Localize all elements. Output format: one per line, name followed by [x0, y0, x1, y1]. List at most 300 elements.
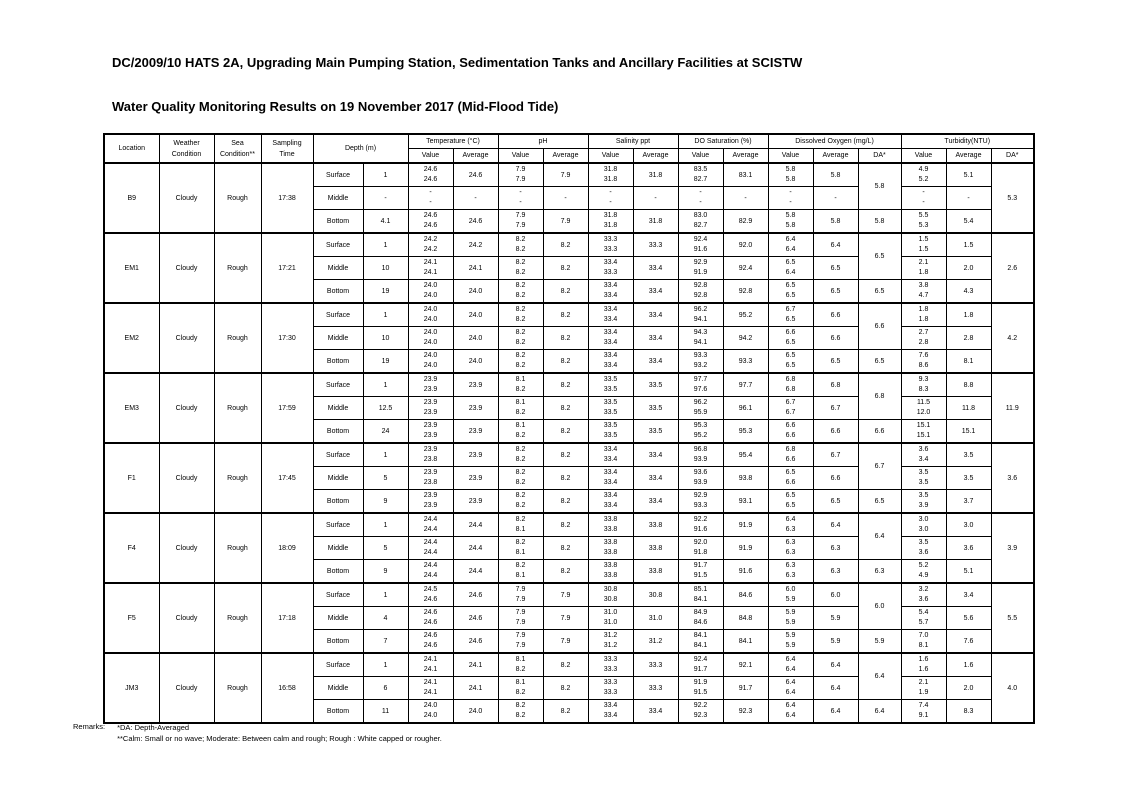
cell-depth-label: Middle: [313, 677, 363, 700]
cell-sea: Rough: [214, 303, 261, 373]
table-row: [104, 653, 1034, 677]
cell-depth-label: Surface: [313, 653, 363, 677]
cell-salinity-value: 31.0 31.0: [588, 607, 633, 630]
cell-temperature-average: 24.0: [453, 350, 498, 374]
cell-temperature-value: 23.9 23.8: [408, 443, 453, 467]
header-group-0: Temperature (°C): [408, 134, 498, 149]
cell-dissolved-oxygen-average: 6.5: [813, 490, 858, 514]
header-group-4: Dissolved Oxygen (mg/L): [768, 134, 901, 149]
cell-dissolved-oxygen-average: 5.9: [813, 630, 858, 654]
cell-temperature-value: 23.9 23.9: [408, 373, 453, 397]
table-row: [104, 233, 1034, 257]
cell-dissolved-oxygen-average: 6.4: [813, 233, 858, 257]
cell-do-saturation-value: 92.2 92.3: [678, 700, 723, 724]
cell-sea: Rough: [214, 163, 261, 233]
cell-temperature-average: 24.4: [453, 560, 498, 584]
cell-ph-average: 8.2: [543, 233, 588, 257]
cell-do-saturation-average: 92.3: [723, 700, 768, 724]
cell-location: B9: [104, 163, 159, 233]
cell-depth-value: 1: [363, 303, 408, 327]
cell-depth-label: Surface: [313, 163, 363, 187]
cell-sea: Rough: [214, 373, 261, 443]
cell-do-saturation-value: 91.9 91.5: [678, 677, 723, 700]
cell-dissolved-oxygen-average: 6.4: [813, 513, 858, 537]
cell-do-saturation-value: 84.1 84.1: [678, 630, 723, 654]
cell-salinity-value: 33.4 33.4: [588, 327, 633, 350]
remarks: [73, 722, 442, 744]
cell-depth-value: 1: [363, 583, 408, 607]
cell-temperature-value: 24.6 24.6: [408, 210, 453, 234]
cell-temperature-value: 24.1 24.1: [408, 677, 453, 700]
cell-dissolved-oxygen-average: -: [813, 187, 858, 210]
cell-salinity-average: 33.3: [633, 653, 678, 677]
cell-turbidity-value: 4.9 5.2: [901, 163, 946, 187]
cell-salinity-average: 33.5: [633, 397, 678, 420]
cell-salinity-average: 33.5: [633, 373, 678, 397]
header-row-groups: [104, 134, 1034, 149]
cell-depth-value: 10: [363, 327, 408, 350]
cell-ph-average: 7.9: [543, 607, 588, 630]
cell-do-saturation-average: 94.2: [723, 327, 768, 350]
cell-turbidity-average: 4.3: [946, 280, 991, 304]
cell-turbidity-average: 3.5: [946, 467, 991, 490]
cell-sampling-time: 17:38: [261, 163, 313, 233]
cell-dissolved-oxygen-da: 6.5: [858, 233, 901, 280]
cell-salinity-value: 33.8 33.8: [588, 560, 633, 584]
cell-salinity-value: 33.5 33.5: [588, 397, 633, 420]
cell-dissolved-oxygen-da: 6.0: [858, 583, 901, 630]
cell-dissolved-oxygen-value: 5.9 5.9: [768, 607, 813, 630]
cell-dissolved-oxygen-average: 6.8: [813, 373, 858, 397]
header-value: Value: [498, 149, 543, 164]
cell-salinity-average: 33.4: [633, 490, 678, 514]
cell-salinity-value: 31.8 31.8: [588, 210, 633, 234]
cell-depth-label: Surface: [313, 513, 363, 537]
cell-do-saturation-average: 97.7: [723, 373, 768, 397]
cell-do-saturation-value: 97.7 97.6: [678, 373, 723, 397]
cell-dissolved-oxygen-da: 6.3: [858, 560, 901, 584]
cell-depth-value: 24: [363, 420, 408, 444]
cell-turbidity-average: 3.6: [946, 537, 991, 560]
header-average: Average: [723, 149, 768, 164]
cell-salinity-average: 33.4: [633, 350, 678, 374]
cell-temperature-average: 24.1: [453, 257, 498, 280]
cell-do-saturation-value: 96.2 95.9: [678, 397, 723, 420]
cell-turbidity-da: 11.9: [991, 373, 1034, 443]
cell-turbidity-value: 1.5 1.5: [901, 233, 946, 257]
cell-salinity-value: 33.3 33.3: [588, 233, 633, 257]
cell-salinity-average: -: [633, 187, 678, 210]
cell-depth-value: 1: [363, 653, 408, 677]
cell-depth-value: 10: [363, 257, 408, 280]
cell-turbidity-da: 5.3: [991, 163, 1034, 233]
cell-depth-label: Bottom: [313, 280, 363, 304]
cell-dissolved-oxygen-average: 5.9: [813, 607, 858, 630]
cell-salinity-average: 33.4: [633, 700, 678, 724]
cell-temperature-value: 23.9 23.9: [408, 490, 453, 514]
cell-salinity-value: 31.2 31.2: [588, 630, 633, 654]
cell-do-saturation-average: 93.3: [723, 350, 768, 374]
cell-dissolved-oxygen-value: 6.4 6.4: [768, 700, 813, 724]
cell-dissolved-oxygen-value: 6.5 6.5: [768, 280, 813, 304]
header-weather-condition: Weather Condition: [159, 134, 214, 163]
cell-ph-average: 8.2: [543, 373, 588, 397]
cell-dissolved-oxygen-da: 5.8: [858, 163, 901, 210]
cell-do-saturation-value: 92.4 91.7: [678, 653, 723, 677]
header-depth: Depth (m): [313, 134, 408, 163]
cell-do-saturation-average: 91.9: [723, 513, 768, 537]
cell-do-saturation-average: 83.1: [723, 163, 768, 187]
cell-salinity-average: 33.4: [633, 280, 678, 304]
cell-turbidity-da: 2.6: [991, 233, 1034, 303]
cell-dissolved-oxygen-average: 6.7: [813, 443, 858, 467]
cell-temperature-average: 24.6: [453, 607, 498, 630]
cell-dissolved-oxygen-da: 6.5: [858, 350, 901, 374]
header-da: DA*: [991, 149, 1034, 164]
cell-salinity-value: 33.3 33.3: [588, 677, 633, 700]
header-average: Average: [813, 149, 858, 164]
cell-turbidity-value: 1.6 1.6: [901, 653, 946, 677]
cell-depth-value: 1: [363, 163, 408, 187]
cell-turbidity-value: 11.5 12.0: [901, 397, 946, 420]
cell-ph-average: 8.2: [543, 327, 588, 350]
cell-dissolved-oxygen-average: 6.5: [813, 350, 858, 374]
cell-ph-value: 8.2 8.1: [498, 560, 543, 584]
cell-depth-label: Middle: [313, 467, 363, 490]
cell-turbidity-value: 3.5 3.6: [901, 537, 946, 560]
cell-salinity-average: 31.0: [633, 607, 678, 630]
cell-turbidity-da: 3.9: [991, 513, 1034, 583]
cell-temperature-value: 24.4 24.4: [408, 513, 453, 537]
remark-sea-condition-legend: **Calm: Small or no wave; Moderate: Between calm and rough; Rough : White capped or rougher.: [117, 734, 442, 743]
cell-salinity-average: 33.4: [633, 443, 678, 467]
cell-temperature-average: 23.9: [453, 443, 498, 467]
cell-dissolved-oxygen-value: 5.8 5.8: [768, 163, 813, 187]
cell-temperature-value: 24.5 24.6: [408, 583, 453, 607]
cell-ph-average: 8.2: [543, 303, 588, 327]
cell-do-saturation-value: 83.5 82.7: [678, 163, 723, 187]
cell-salinity-value: 33.5 33.5: [588, 373, 633, 397]
cell-turbidity-value: 3.5 3.5: [901, 467, 946, 490]
cell-ph-value: 7.9 7.9: [498, 163, 543, 187]
cell-temperature-average: 24.0: [453, 303, 498, 327]
cell-dissolved-oxygen-value: 6.6 6.6: [768, 420, 813, 444]
cell-dissolved-oxygen-da: 6.5: [858, 490, 901, 514]
cell-turbidity-da: 3.6: [991, 443, 1034, 513]
cell-do-saturation-value: 96.2 94.1: [678, 303, 723, 327]
cell-turbidity-value: 1.8 1.8: [901, 303, 946, 327]
cell-dissolved-oxygen-value: 6.4 6.4: [768, 233, 813, 257]
cell-depth-label: Surface: [313, 303, 363, 327]
cell-do-saturation-value: 95.3 95.2: [678, 420, 723, 444]
cell-salinity-value: 33.4 33.4: [588, 303, 633, 327]
table-row: [104, 443, 1034, 467]
header-average: Average: [453, 149, 498, 164]
cell-turbidity-average: 2.0: [946, 257, 991, 280]
cell-depth-value: 11: [363, 700, 408, 724]
cell-dissolved-oxygen-da: 6.4: [858, 700, 901, 724]
cell-weather: Cloudy: [159, 513, 214, 583]
cell-salinity-average: 33.3: [633, 677, 678, 700]
cell-depth-value: 4.1: [363, 210, 408, 234]
cell-turbidity-value: 7.0 8.1: [901, 630, 946, 654]
cell-do-saturation-value: 83.0 82.7: [678, 210, 723, 234]
cell-ph-average: 8.2: [543, 467, 588, 490]
cell-ph-value: 8.2 8.1: [498, 513, 543, 537]
cell-ph-average: 7.9: [543, 163, 588, 187]
cell-turbidity-value: 3.6 3.4: [901, 443, 946, 467]
cell-depth-label: Middle: [313, 187, 363, 210]
cell-do-saturation-value: 85.1 84.1: [678, 583, 723, 607]
cell-temperature-value: 24.0 24.0: [408, 303, 453, 327]
cell-temperature-average: 24.0: [453, 327, 498, 350]
cell-ph-average: 8.2: [543, 513, 588, 537]
cell-location: F1: [104, 443, 159, 513]
cell-do-saturation-average: 95.4: [723, 443, 768, 467]
cell-turbidity-average: 2.8: [946, 327, 991, 350]
cell-depth-value: 1: [363, 233, 408, 257]
cell-salinity-average: 31.8: [633, 210, 678, 234]
cell-dissolved-oxygen-da: 5.9: [858, 630, 901, 654]
cell-depth-value: 1: [363, 443, 408, 467]
cell-turbidity-average: 3.5: [946, 443, 991, 467]
cell-do-saturation-value: 96.8 93.9: [678, 443, 723, 467]
header-value: Value: [901, 149, 946, 164]
cell-temperature-average: 24.2: [453, 233, 498, 257]
cell-ph-average: 8.2: [543, 700, 588, 724]
remark-depth-averaged: *DA: Depth-Averaged: [117, 723, 190, 732]
cell-salinity-value: 33.4 33.4: [588, 280, 633, 304]
cell-dissolved-oxygen-value: 5.8 5.8: [768, 210, 813, 234]
cell-depth-value: 1: [363, 373, 408, 397]
cell-dissolved-oxygen-value: 5.9 5.9: [768, 630, 813, 654]
cell-temperature-average: 24.6: [453, 163, 498, 187]
cell-location: JM3: [104, 653, 159, 723]
cell-do-saturation-average: 91.7: [723, 677, 768, 700]
cell-ph-average: 8.2: [543, 257, 588, 280]
cell-temperature-value: 24.0 24.0: [408, 280, 453, 304]
cell-ph-value: 7.9 7.9: [498, 583, 543, 607]
remarks-label: Remarks:: [73, 722, 106, 731]
cell-location: F5: [104, 583, 159, 653]
cell-do-saturation-average: 93.8: [723, 467, 768, 490]
cell-dissolved-oxygen-value: 6.4 6.4: [768, 653, 813, 677]
cell-salinity-value: 33.5 33.5: [588, 420, 633, 444]
cell-dissolved-oxygen-da: 6.6: [858, 303, 901, 350]
cell-temperature-average: 24.6: [453, 210, 498, 234]
table-body: [104, 163, 1034, 723]
cell-dissolved-oxygen-value: 6.6 6.5: [768, 327, 813, 350]
cell-do-saturation-average: 92.0: [723, 233, 768, 257]
cell-salinity-value: 33.4 33.4: [588, 350, 633, 374]
cell-salinity-value: 33.3 33.3: [588, 653, 633, 677]
cell-sampling-time: 18:09: [261, 513, 313, 583]
header-value: Value: [768, 149, 813, 164]
cell-weather: Cloudy: [159, 443, 214, 513]
cell-dissolved-oxygen-value: 6.5 6.4: [768, 257, 813, 280]
cell-turbidity-average: 11.8: [946, 397, 991, 420]
cell-sampling-time: 17:59: [261, 373, 313, 443]
cell-ph-average: 8.2: [543, 677, 588, 700]
cell-depth-value: 1: [363, 513, 408, 537]
cell-temperature-average: 23.9: [453, 467, 498, 490]
cell-depth-value: 19: [363, 280, 408, 304]
cell-do-saturation-value: 91.7 91.5: [678, 560, 723, 584]
cell-salinity-average: 31.2: [633, 630, 678, 654]
cell-dissolved-oxygen-value: 6.7 6.7: [768, 397, 813, 420]
cell-dissolved-oxygen-da: 6.7: [858, 443, 901, 490]
cell-ph-average: 8.2: [543, 280, 588, 304]
cell-temperature-value: 23.9 23.8: [408, 467, 453, 490]
cell-ph-value: 8.2 8.2: [498, 700, 543, 724]
cell-do-saturation-value: 93.6 93.9: [678, 467, 723, 490]
cell-turbidity-average: 5.1: [946, 163, 991, 187]
cell-depth-label: Surface: [313, 443, 363, 467]
cell-temperature-value: 24.0 24.0: [408, 327, 453, 350]
cell-dissolved-oxygen-da: 6.4: [858, 513, 901, 560]
cell-ph-value: 8.2 8.2: [498, 443, 543, 467]
cell-dissolved-oxygen-value: 6.5 6.5: [768, 490, 813, 514]
table-row: [104, 163, 1034, 187]
cell-dissolved-oxygen-average: 6.4: [813, 677, 858, 700]
cell-ph-average: 8.2: [543, 397, 588, 420]
cell-turbidity-da: 4.0: [991, 653, 1034, 723]
cell-temperature-value: - -: [408, 187, 453, 210]
cell-location: EM2: [104, 303, 159, 373]
cell-depth-value: 12.5: [363, 397, 408, 420]
cell-temperature-value: 23.9 23.9: [408, 397, 453, 420]
cell-ph-value: 8.2 8.2: [498, 490, 543, 514]
cell-turbidity-value: 3.0 3.0: [901, 513, 946, 537]
cell-depth-label: Bottom: [313, 700, 363, 724]
cell-do-saturation-value: 92.9 93.3: [678, 490, 723, 514]
cell-do-saturation-value: 84.9 84.6: [678, 607, 723, 630]
cell-dissolved-oxygen-average: 6.6: [813, 327, 858, 350]
header-sampling-time: Sampling Time: [261, 134, 313, 163]
cell-salinity-average: 33.4: [633, 303, 678, 327]
cell-ph-average: 8.2: [543, 490, 588, 514]
cell-turbidity-value: 5.5 5.3: [901, 210, 946, 234]
cell-salinity-value: 33.8 33.8: [588, 513, 633, 537]
cell-depth-label: Surface: [313, 373, 363, 397]
cell-salinity-average: 33.4: [633, 257, 678, 280]
cell-sampling-time: 17:21: [261, 233, 313, 303]
cell-dissolved-oxygen-average: 6.5: [813, 280, 858, 304]
header-average: Average: [946, 149, 991, 164]
cell-dissolved-oxygen-average: 6.6: [813, 467, 858, 490]
cell-depth-label: Bottom: [313, 420, 363, 444]
table-row: [104, 373, 1034, 397]
cell-ph-average: -: [543, 187, 588, 210]
cell-dissolved-oxygen-value: 6.5 6.5: [768, 350, 813, 374]
cell-do-saturation-value: 92.4 91.6: [678, 233, 723, 257]
cell-temperature-average: 24.1: [453, 653, 498, 677]
header-value: Value: [408, 149, 453, 164]
cell-salinity-average: 33.4: [633, 327, 678, 350]
cell-depth-label: Bottom: [313, 560, 363, 584]
cell-dissolved-oxygen-da: 5.8: [858, 210, 901, 234]
header-average: Average: [543, 149, 588, 164]
cell-ph-value: 8.1 8.2: [498, 653, 543, 677]
cell-depth-label: Middle: [313, 327, 363, 350]
cell-turbidity-average: 3.7: [946, 490, 991, 514]
cell-do-saturation-average: 91.6: [723, 560, 768, 584]
cell-sea: Rough: [214, 653, 261, 723]
cell-temperature-average: 24.1: [453, 677, 498, 700]
cell-ph-value: 8.2 8.2: [498, 257, 543, 280]
cell-temperature-average: 24.6: [453, 583, 498, 607]
cell-dissolved-oxygen-average: 6.7: [813, 397, 858, 420]
cell-do-saturation-average: 92.4: [723, 257, 768, 280]
cell-dissolved-oxygen-value: 6.5 6.6: [768, 467, 813, 490]
cell-dissolved-oxygen-value: 6.4 6.3: [768, 513, 813, 537]
cell-depth-label: Middle: [313, 607, 363, 630]
cell-depth-label: Bottom: [313, 350, 363, 374]
cell-turbidity-average: 1.6: [946, 653, 991, 677]
cell-salinity-average: 30.8: [633, 583, 678, 607]
cell-dissolved-oxygen-average: 6.4: [813, 700, 858, 724]
cell-depth-value: 9: [363, 560, 408, 584]
cell-turbidity-average: 7.6: [946, 630, 991, 654]
cell-ph-average: 8.2: [543, 560, 588, 584]
cell-dissolved-oxygen-da: 6.8: [858, 373, 901, 420]
cell-turbidity-value: 9.3 8.3: [901, 373, 946, 397]
cell-turbidity-average: 8.8: [946, 373, 991, 397]
cell-turbidity-average: 1.5: [946, 233, 991, 257]
cell-sampling-time: 17:30: [261, 303, 313, 373]
cell-ph-average: 8.2: [543, 537, 588, 560]
cell-depth-value: 7: [363, 630, 408, 654]
cell-sea: Rough: [214, 583, 261, 653]
cell-temperature-average: 23.9: [453, 373, 498, 397]
cell-ph-value: 7.9 7.9: [498, 607, 543, 630]
cell-dissolved-oxygen-average: 6.3: [813, 537, 858, 560]
cell-ph-value: 8.1 8.2: [498, 373, 543, 397]
cell-turbidity-average: 15.1: [946, 420, 991, 444]
cell-ph-value: 7.9 7.9: [498, 210, 543, 234]
cell-dissolved-oxygen-value: 6.3 6.3: [768, 537, 813, 560]
cell-turbidity-value: 2.7 2.8: [901, 327, 946, 350]
header-da: DA*: [858, 149, 901, 164]
cell-dissolved-oxygen-average: 6.6: [813, 303, 858, 327]
cell-ph-value: 8.2 8.2: [498, 233, 543, 257]
cell-do-saturation-value: 92.0 91.8: [678, 537, 723, 560]
cell-turbidity-average: 8.3: [946, 700, 991, 724]
cell-depth-value: 6: [363, 677, 408, 700]
cell-do-saturation-average: 95.2: [723, 303, 768, 327]
cell-ph-average: 7.9: [543, 630, 588, 654]
water-quality-results-table: [103, 133, 1035, 724]
table-header: [104, 134, 1034, 163]
cell-weather: Cloudy: [159, 373, 214, 443]
cell-salinity-average: 33.8: [633, 537, 678, 560]
cell-dissolved-oxygen-average: 6.4: [813, 653, 858, 677]
cell-dissolved-oxygen-da: 6.4: [858, 653, 901, 700]
cell-location: EM1: [104, 233, 159, 303]
cell-do-saturation-average: 96.1: [723, 397, 768, 420]
cell-temperature-value: 24.6 24.6: [408, 163, 453, 187]
cell-do-saturation-average: 82.9: [723, 210, 768, 234]
cell-depth-value: 5: [363, 467, 408, 490]
cell-dissolved-oxygen-value: 6.8 6.6: [768, 443, 813, 467]
cell-weather: Cloudy: [159, 233, 214, 303]
cell-salinity-average: 33.5: [633, 420, 678, 444]
cell-dissolved-oxygen-average: 6.6: [813, 420, 858, 444]
cell-turbidity-value: 3.8 4.7: [901, 280, 946, 304]
cell-turbidity-value: 15.1 15.1: [901, 420, 946, 444]
cell-dissolved-oxygen-da: 6.6: [858, 420, 901, 444]
cell-turbidity-value: 5.4 5.7: [901, 607, 946, 630]
